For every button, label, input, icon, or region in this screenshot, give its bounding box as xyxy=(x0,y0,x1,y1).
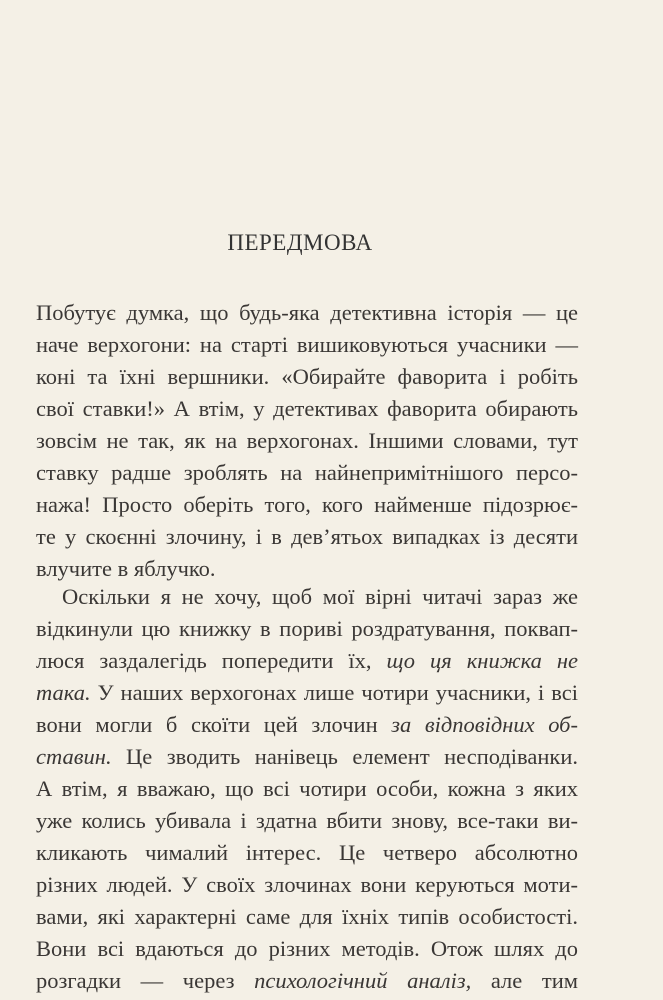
text-segment: але тим xyxy=(471,968,578,993)
text-segment: Оскільки я не хочу, щоб мої вірні читачі зараз же xyxy=(62,584,578,609)
text-line xyxy=(36,426,578,456)
text-segment: свої ставки!» А втім, у детективах фаворита обирають xyxy=(36,396,578,421)
italic-text: ставин. xyxy=(36,744,112,769)
text-segment: кликають чималий інтерес. Це четверо абсолютно xyxy=(36,840,578,865)
text-segment: ставку радше зроблять на найнепримітнішого персо- xyxy=(36,460,578,485)
text-line xyxy=(36,902,578,932)
italic-text: за відповідних об- xyxy=(391,712,578,737)
text-segment: нажа! Просто оберіть того, кого найменше підозрює- xyxy=(36,492,578,517)
italic-text: психологічний аналіз, xyxy=(254,968,472,993)
text-line xyxy=(36,742,578,772)
text-segment: А втім, я вважаю, що всі чотири особи, кожна з яких xyxy=(36,776,578,801)
text-line xyxy=(36,870,578,900)
text-segment: наче верхогони: на старті вишиковуються учасники — xyxy=(36,332,578,357)
text-segment: те у скоєнні злочину, і в дев’ятьох випадках із десяти xyxy=(36,524,578,549)
text-segment: вони могли б скоїти цей злочин xyxy=(36,712,392,737)
text-segment: зовсім не так, як на верхогонах. Іншими словами, тут xyxy=(36,428,578,453)
text-line xyxy=(36,490,578,520)
text-line xyxy=(36,614,578,644)
text-line xyxy=(36,554,578,584)
chapter-heading: ПЕРЕДМОВА xyxy=(227,230,373,255)
text-line xyxy=(62,582,578,612)
text-line xyxy=(36,710,578,740)
text-segment: відкинули цю книжку в пориві роздратування, поквап- xyxy=(36,616,578,641)
text-line xyxy=(36,330,578,360)
text-line xyxy=(36,646,578,676)
text-line xyxy=(36,806,578,836)
text-segment: вами, які характерні саме для їхніх типів особистості. xyxy=(36,904,578,929)
text-segment: люся заздалегідь попередити їх, xyxy=(36,648,387,673)
italic-text: що ця книжка не xyxy=(386,648,578,673)
text-line xyxy=(36,934,578,964)
text-line xyxy=(36,966,578,996)
text-segment: Побутує думка, що будь-яка детективна історія — це xyxy=(36,300,578,325)
text-line xyxy=(36,522,578,552)
text-segment: Це зводить нанівець елемент несподіванки. xyxy=(111,744,578,769)
text-line xyxy=(36,774,578,804)
text-segment: Вони всі вдаються до різних методів. Отож шлях до xyxy=(36,936,578,961)
text-line xyxy=(36,838,578,868)
text-line xyxy=(36,678,578,708)
text-line xyxy=(36,362,578,392)
text-line xyxy=(36,298,578,328)
italic-text: така. xyxy=(36,680,91,705)
text-line xyxy=(36,394,578,424)
text-segment: У наших верхогонах лише чотири учасники, і всі xyxy=(90,680,578,705)
text-segment: влучите в яблучко. xyxy=(36,556,216,581)
text-segment: уже колись убивала і здатна вбити знову, все-таки ви- xyxy=(36,808,578,833)
text-line xyxy=(36,458,578,488)
text-segment: коні та їхні вершники. «Обирайте фаворита і робіть xyxy=(36,364,578,389)
text-segment: розгадки — через xyxy=(36,968,255,993)
text-segment: різних людей. У своїх злочинах вони керуються моти- xyxy=(36,872,578,897)
